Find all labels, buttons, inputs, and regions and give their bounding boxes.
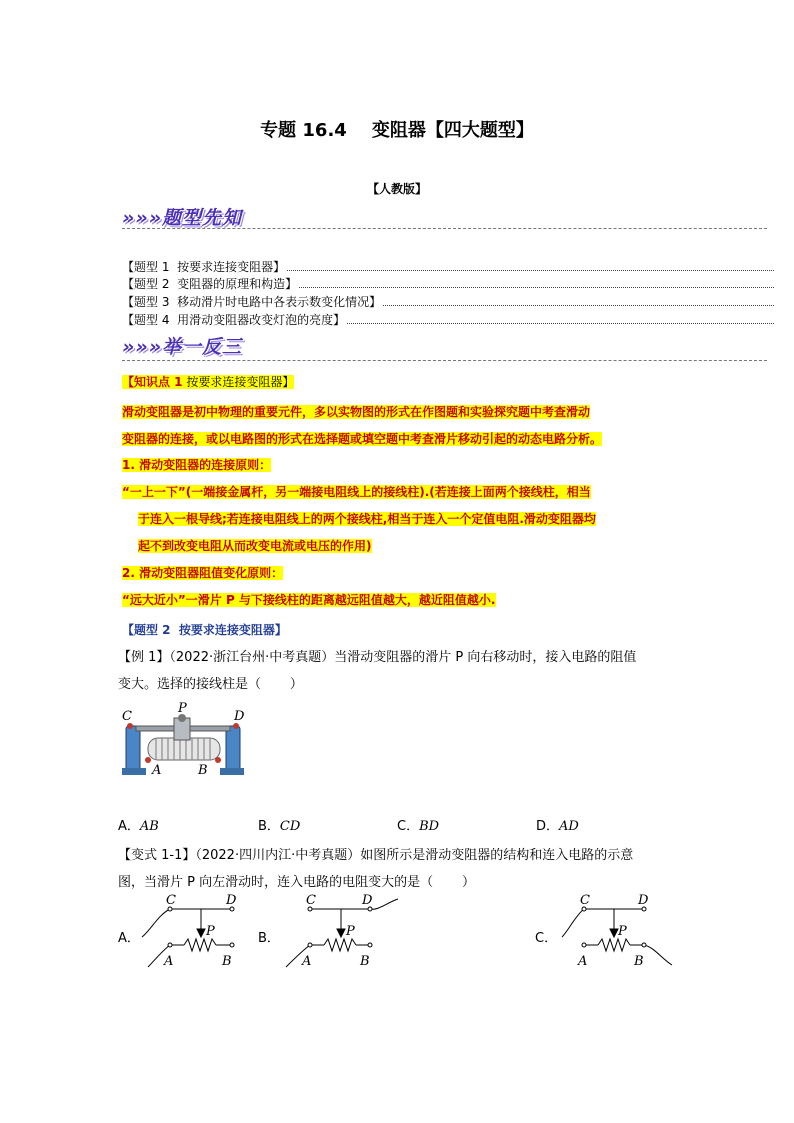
rheostat-figure (118, 700, 248, 780)
label-a: A (164, 954, 174, 969)
edition-label: 【人教版】 (366, 182, 427, 196)
circuit-b (282, 893, 402, 971)
label-b: B (634, 954, 644, 969)
toc-leader (299, 287, 774, 288)
toc-item-3[interactable] (122, 293, 774, 310)
knowledge-line-8: “远大近小”一滑片 P 与下接线柱的距离越远阻值越大，越近阻值越小. (122, 593, 496, 607)
label-a: A (578, 954, 588, 969)
circuit-c (558, 893, 678, 971)
example1-line-1: 【例 1】（2022·浙江台州·中考真题）当滑动变阻器的滑片 P 向右移动时，接入电路的阻值 (118, 650, 637, 665)
divider-2 (122, 360, 767, 361)
banner-examples: »»»举一反三 (122, 336, 243, 358)
terminal-a (145, 757, 151, 763)
label-d: D (638, 893, 649, 908)
right-foot (220, 768, 244, 775)
type2-heading: 【题型 2 按要求连接变阻器】 (122, 623, 287, 637)
knowledge-heading (122, 374, 294, 390)
knowledge-line-3: 1. 滑动变阻器的连接原则： (122, 458, 272, 472)
label-c: C (122, 709, 132, 724)
label-p: P (346, 924, 355, 939)
toc-item-label: 【题型 3 移动滑片时电路中各表示数变化情况】 (122, 295, 382, 309)
knowledge-line-4: “一上一下”(一端接金属杆，另一端接电阻线上的接线柱).(若连接上面两个接线柱，相当 (122, 485, 591, 499)
label-c: C (306, 893, 316, 908)
toc-item-1[interactable] (122, 258, 774, 275)
left-foot (122, 768, 146, 775)
toc-item-label: 【题型 1 按要求连接变阻器】 (122, 260, 286, 274)
label-b: B (222, 954, 232, 969)
label-d: D (226, 893, 237, 908)
label-p: P (618, 924, 627, 939)
variant-option-b[interactable]: B． (258, 931, 280, 946)
knowledge-line-2: 变阻器的连接，或以电路图的形式在选择题或填空题中考查滑片移动引起的动态电路分析。 (122, 432, 603, 446)
toc-item-4[interactable] (122, 311, 774, 328)
label-d: D (234, 709, 245, 724)
toc-leader (383, 305, 774, 306)
right-bracket (226, 726, 240, 772)
option-d[interactable]: D．AD (536, 819, 579, 834)
label-c: C (166, 893, 176, 908)
label-d: D (362, 893, 373, 908)
knowledge-line-1: 滑动变阻器是初中物理的重要元件，多以实物图的形式在作图题和实验探究题中考查滑动 (122, 405, 591, 419)
page-title: 专题 16.4 变阻器【四大题型】 (260, 120, 534, 141)
option-a[interactable]: A．AB (118, 819, 159, 834)
variant-option-a[interactable]: A． (118, 931, 140, 946)
knowledge-heading-text: 按要求连接变阻器】 (182, 375, 295, 389)
knowledge-bracket: 【知识点 1 (122, 375, 183, 389)
toc-item-2[interactable] (122, 275, 774, 292)
toc-item-label: 【题型 4 用滑动变阻器改变灯泡的亮度】 (122, 313, 346, 327)
label-p: P (178, 701, 187, 716)
label-p: P (206, 924, 215, 939)
toc-item-label: 【题型 2 变阻器的原理和构造】 (122, 277, 298, 291)
toc-leader (287, 270, 774, 271)
label-a: A (152, 763, 162, 778)
left-bracket (126, 726, 140, 772)
variant1-line-2: 图，当滑片 P 向左滑动时，连入电路的电阻变大的是（ ） (118, 875, 476, 890)
divider-1 (122, 228, 767, 229)
label-c: C (580, 893, 590, 908)
label-a: A (302, 954, 312, 969)
terminal-b (215, 757, 221, 763)
label-b: B (360, 954, 370, 969)
knowledge-line-5: 于连入一根导线;若连接电阻线上的两个接线柱,相当于连入一个定值电阻.滑动变阻器均 (138, 512, 596, 526)
example1-line-2: 变大。选择的接线柱是（ ） (118, 677, 303, 692)
option-c[interactable]: C．BD (397, 819, 440, 834)
option-b[interactable]: B．CD (258, 819, 301, 834)
knowledge-line-7: 2. 滑动变阻器阻值变化原则： (122, 566, 284, 580)
circuit-a (140, 893, 250, 971)
toc-leader (347, 323, 774, 324)
resistance-coil (148, 738, 220, 760)
variant1-line-1: 【变式 1-1】（2022·四川内江·中考真题）如图所示是滑动变阻器的结构和连入电路的示意 (118, 848, 634, 863)
banner-question-types: »»»题型先知 (122, 207, 243, 229)
label-b: B (198, 763, 208, 778)
variant-option-c[interactable]: C． (535, 931, 558, 946)
knowledge-line-6: 起不到改变电阻从而改变电流或电压的作用) (138, 539, 372, 553)
